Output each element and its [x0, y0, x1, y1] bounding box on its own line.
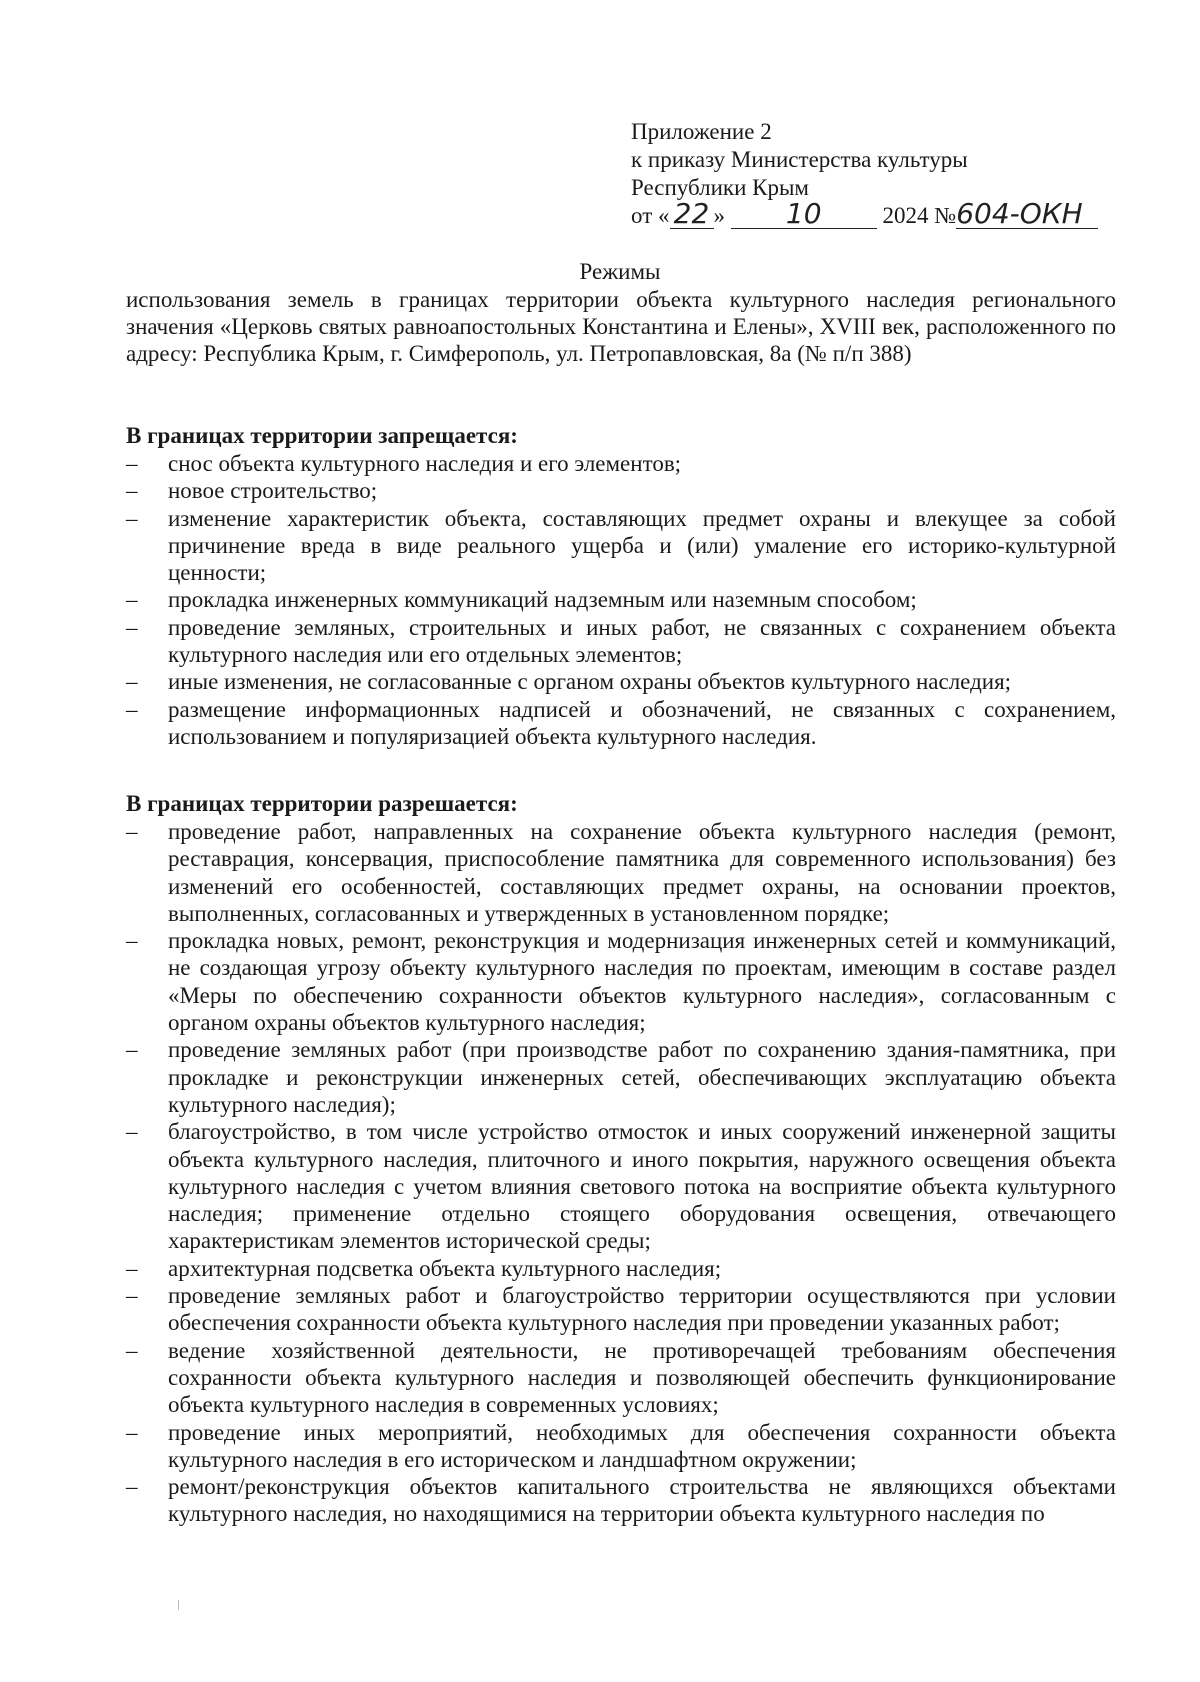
date-quote-close: » [713, 203, 725, 228]
list-item-text: благоустройство, в том числе устройство отмосток и иных сооружений инженерной защиты объекта культурного наследия, плиточного и иного покрытия, наружного освещения объекта культурного наследия с учетом влияния светового потока на восприятие объекта культурного наследия; применение отдельно стоящего оборудования освещения, отвечающего характеристикам элементов исторической среды; [168, 1119, 1116, 1254]
appendix-order-ref: к приказу Министерства культуры [631, 147, 968, 172]
date-month-field [731, 197, 877, 230]
date-day-handwritten: 22 [673, 197, 710, 230]
document-subtitle: использования земель в границах территории объекта культурного наследия регионального значения «Церковь святых равноапостольных Константина и Елены», XVIII век, расположенного по адресу: Республика Крым, г. Симферополь, ул. Петропавловская, 8а (№ п/п 388) [126, 287, 1116, 366]
list-item-text: снос объекта культурного наследия и его элементов; [168, 451, 682, 476]
list-dash: – [126, 669, 138, 695]
list-item-text: проведение работ, направленных на сохранение объекта культурного наследия (ремонт, реставрация, консервация, приспособление памятника для современного использования) без изменений его особенностей, составляющих предмет охраны, на основании проектов, выполненных, согласованных и утвержденных в установленном порядке; [168, 819, 1116, 926]
allowed-list-item [126, 818, 1116, 927]
list-dash: – [126, 928, 138, 954]
list-item-text: проведение иных мероприятий, необходимых для обеспечения сохранности объекта культурного наследия в его историческом и ландшафтном окружении; [168, 1419, 1116, 1472]
list-item-text: проведение земляных работ и благоустройство территории осуществляются при условии обеспечения сохранности объекта культурного наследия при проведении указанных работ; [168, 1283, 1116, 1336]
list-dash: – [126, 1419, 138, 1445]
allowed-list-item [126, 1337, 1116, 1419]
list-dash: – [126, 1474, 138, 1500]
allowed-list-item [126, 927, 1116, 1036]
list-dash: – [126, 614, 138, 640]
prohibited-heading: В границах территории запрещается: [126, 423, 518, 448]
prohibited-list-item [126, 668, 1116, 695]
list-dash: – [126, 451, 138, 476]
allowed-list [126, 818, 1116, 1528]
list-dash: – [126, 1337, 138, 1363]
list-item-text: прокладка инженерных коммуникаций надземным или наземным способом; [168, 587, 917, 613]
list-item-text: проведение земляных работ (при производстве работ по сохранению здания-памятника, при прокладке и реконструкции инженерных сетей, обеспечивающих эксплуатацию объекта культурного наследия); [168, 1037, 1116, 1117]
list-dash: – [126, 505, 138, 531]
list-item-text: проведение земляных, строительных и иных работ, не связанных с сохранением объекта культурного наследия или его отдельных элементов; [168, 614, 1116, 668]
prohibited-list-item [126, 505, 1116, 587]
list-item-text: новое строительство; [168, 478, 378, 504]
appendix-date-line [631, 197, 1131, 230]
list-dash: – [126, 478, 138, 504]
list-item-text: ведение хозяйственной деятельности, не противоречащей требованиям обеспечения сохранности объекта культурного наследия и позволяющей обеспечить функционирование объекта культурного наследия в современных условиях; [168, 1337, 1116, 1418]
list-dash: – [126, 1119, 138, 1145]
allowed-list-item [126, 1255, 1116, 1282]
document-title: Режимы [579, 259, 661, 284]
order-number-field [956, 197, 1098, 230]
allowed-list-item [126, 1282, 1116, 1337]
list-dash: – [126, 587, 138, 613]
list-dash: – [126, 819, 138, 844]
list-dash: – [126, 1255, 138, 1281]
allowed-list-item [126, 1473, 1116, 1528]
list-item-text: ремонт/реконструкция объектов капитального строительства не являющихся объектами культурного наследия, но находящимися на территории объекта культурного наследия по [168, 1474, 1116, 1527]
prohibited-list-item [126, 696, 1116, 751]
scan-artifact [178, 1600, 179, 1610]
allowed-heading: В границах территории разрешается: [126, 791, 518, 816]
prohibited-list-item [126, 614, 1116, 669]
list-dash: – [126, 1283, 138, 1309]
prohibited-list-item [126, 477, 1116, 504]
list-item-text: изменение характеристик объекта, составляющих предмет охраны и влекущее за собой причинение вреда в виде реального ущерба и (или) умаление его историко-культурной ценности; [168, 505, 1116, 586]
date-day-field [670, 197, 714, 230]
prohibited-list [126, 450, 1116, 750]
date-month-handwritten: 10 [785, 197, 822, 230]
order-number-handwritten: 604-ОКН [956, 197, 1083, 230]
list-item-text: прокладка новых, ремонт, реконструкция и модернизация инженерных сетей и коммуникаций, не создающая угрозу объекту культурного наследия по проектам, имеющим в составе раздел «Меры по обеспечению сохранности объектов культурного наследия», согласованным с органом охраны объектов культурного наследия; [168, 928, 1116, 1036]
allowed-list-item [126, 1118, 1116, 1254]
list-item-text: размещение информационных надписей и обозначений, не связанных с сохранением, использованием и популяризацией объекта культурного наследия. [168, 696, 1116, 749]
date-year-label: 2024 № [882, 203, 957, 228]
prohibited-list-item [126, 450, 1116, 477]
date-prefix: от « [631, 203, 670, 228]
appendix-block [631, 118, 1131, 230]
prohibited-list-item [126, 586, 1116, 613]
list-item-text: архитектурная подсветка объекта культурного наследия; [168, 1255, 722, 1281]
list-dash: – [126, 696, 138, 722]
list-item-text: иные изменения, не согласованные с органом охраны объектов культурного наследия; [168, 669, 1012, 695]
list-dash: – [126, 1037, 138, 1063]
appendix-number: Приложение 2 [631, 119, 772, 144]
allowed-list-item [126, 1419, 1116, 1474]
allowed-list-item [126, 1036, 1116, 1118]
appendix-region: Республики Крым [631, 175, 809, 200]
